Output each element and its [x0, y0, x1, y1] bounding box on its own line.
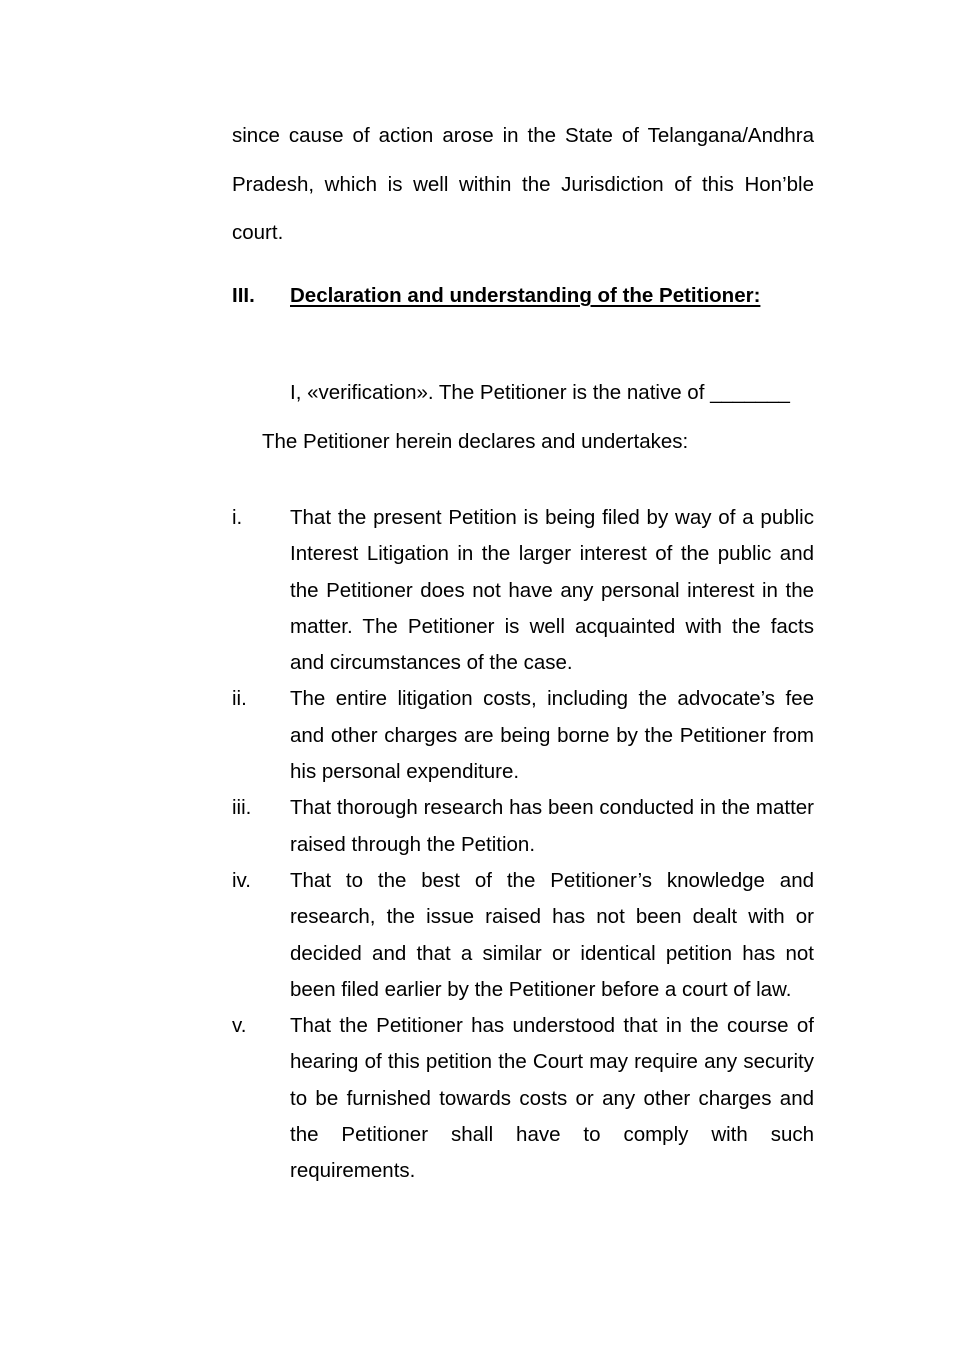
declaration-list — [232, 500, 814, 1190]
list-item — [232, 1008, 814, 1189]
list-item-text: That the present Petition is being filed by way of a public Interest Litigation in the larger interest of the public and the Petitioner does not have any personal interest in the matter. The Petitioner is well acquainted with the facts and circumstances of the case. — [290, 506, 814, 675]
section-heading — [232, 284, 814, 312]
list-item-marker: ii. — [232, 687, 247, 711]
section-title: Declaration and understanding of the Petitioner: — [290, 284, 761, 307]
list-item — [232, 681, 814, 790]
list-item-marker: iv. — [232, 868, 251, 892]
list-item-marker: v. — [232, 1014, 247, 1038]
list-item — [232, 500, 814, 681]
list-item — [232, 790, 814, 863]
list-item-text: The entire litigation costs, including the advocate’s fee and other charges are being borne by the Petitioner from his personal expenditure. — [290, 687, 814, 784]
list-item-marker: i. — [232, 506, 243, 529]
list-item-text: That to the best of the Petitioner’s knowledge and research, the issue raised has not been dealt with or decided and that a similar or identical petition has not been filed earlier by the Petitioner before a court of law. — [290, 868, 814, 1001]
list-item-marker: iii. — [232, 796, 252, 820]
list-item-text: That thorough research has been conducted in the matter raised through the Petition. — [290, 796, 814, 856]
list-item — [232, 863, 814, 1008]
verification-line: I, «verification». The Petitioner is the native of _______ — [290, 381, 790, 404]
intro-paragraph: since cause of action arose in the State of Telangana/Andhra Pradesh, which is well within the Jurisdiction of this Hon’ble court. — [232, 124, 814, 244]
declaration-line: The Petitioner herein declares and undertakes: — [262, 430, 689, 453]
list-item-text: That the Petitioner has understood that in the course of hearing of this petition the Court may require any security to be furnished towards costs or any other charges and the Petitioner shall have to comply with such requirements. — [290, 1014, 814, 1183]
section-number: III. — [232, 284, 255, 307]
